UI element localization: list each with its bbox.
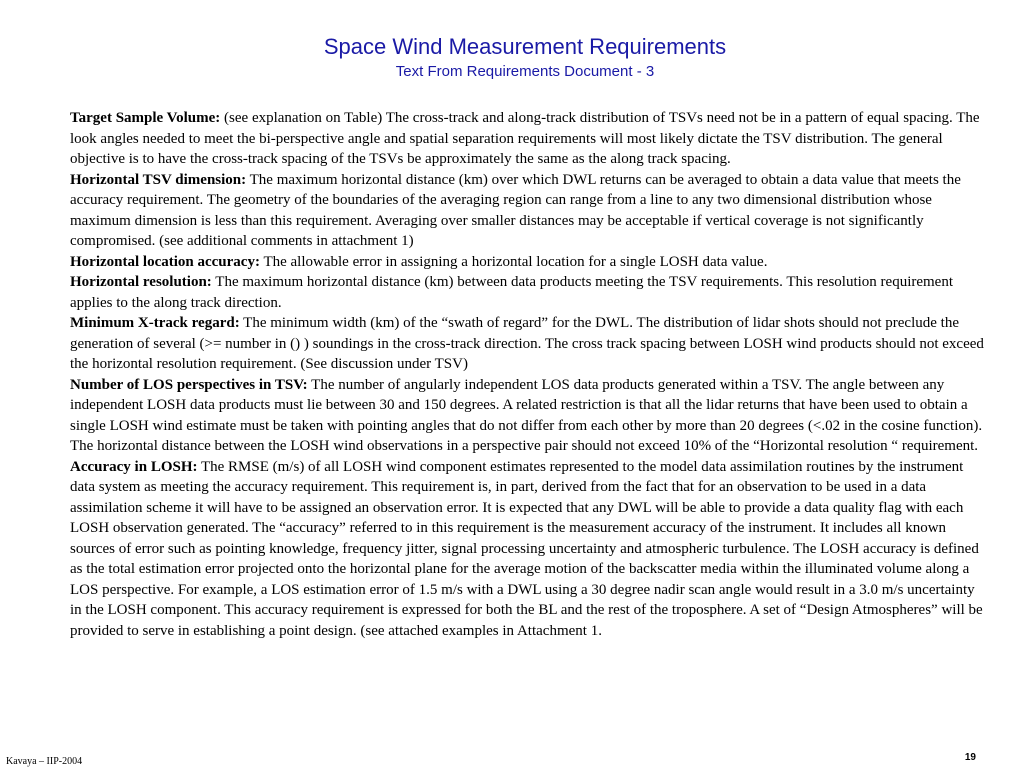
term-label: Horizontal location accuracy: xyxy=(70,253,260,270)
term-definition: The maximum horizontal distance (km) between data products meeting the TSV requirements. This resolution requirement applies to the along track direction. xyxy=(70,274,954,311)
paragraph-target-sample-volume xyxy=(70,108,990,170)
paragraph-horizontal-resolution xyxy=(70,272,990,313)
page-number: 19 xyxy=(964,752,976,763)
term-definition: The number of angularly independent LOS data products generated within a TSV. The angle between any independent LOSH data products must lie between 30 and 150 degrees. A related restriction is that all the lidar returns that have been used to obtain a single LOSH wind estimate must be taken with pointing angles that do not differ from each other by more than 20 degrees (<.02 in the cosine function). The horizontal distance between the LOSH wind observations in a perspective pair should not exceed 10% of the “Horizontal resolution “ requirement. xyxy=(70,376,983,454)
paragraph-minimum-x-track-regard xyxy=(70,313,990,375)
paragraph-number-of-los-perspectives xyxy=(70,375,990,457)
paragraph-accuracy-in-losh xyxy=(70,457,990,642)
term-label: Horizontal resolution: xyxy=(70,274,212,290)
requirements-body xyxy=(70,108,990,641)
slide-title: Space Wind Measurement Requirements xyxy=(323,34,727,59)
term-label: Horizontal TSV dimension: xyxy=(70,171,247,188)
term-label: Accuracy in LOSH: xyxy=(70,458,198,475)
term-definition: The RMSE (m/s) of all LOSH wind component estimates represented to the model data assimilation routines by the instrument data system as meeting the accuracy requirement. This requirement is, in part, derived from the fact that for an observation to be used in a data assimilation scheme it will have to be assigned an observation error. It is expected that any DWL will be able to provide a data quality flag with each LOSH observation generated. The “accuracy” referred to in this requirement is the measurement accuracy of the instrument. It includes all known sources of error such as pointing knowledge, frequency jitter, signal processing uncertainty and atmospheric turbulence. The LOSH accuracy is defined as the total estimation error projected onto the horizontal plane for the average motion of the backscatter media within the illuminated volume along a LOS perspective. For example, a LOS estimation error of 1.5 m/s with a DWL using a 30 degree nadir scan angle would result in a 3.0 m/s uncertainty in the LOSH component. This accuracy requirement is expressed for both the BL and the rest of the troposphere. A set of “Design Atmospheres” will be provided to serve in establishing a point design. (see attached examples in Attachment 1. xyxy=(70,458,983,639)
term-definition: The maximum horizontal distance (km) over which DWL returns can be averaged to obtain a data value that meets the accuracy requirement. The geometry of the boundaries of the averaging region can range from a line to any two dimensional distribution whose maximum dimension is less than this requirement. Averaging over smaller distances may be acceptable if vertical coverage is not significantly compromised. (see additional comments in attachment 1) xyxy=(70,171,961,249)
term-definition: The minimum width (km) of the “swath of regard” for the DWL. The distribution of lidar shots should not preclude the generation of several (>= number in () ) soundings in the cross-track direction. The cross track spacing between LOSH wind products should not exceed the horizontal resolution requirement. (See discussion under TSV) xyxy=(70,315,984,372)
footer-author: Kavaya – IIP-2004 xyxy=(6,756,83,767)
term-label: Minimum X-track regard: xyxy=(70,315,240,331)
paragraph-horizontal-location-accuracy xyxy=(70,252,990,273)
slide-subtitle: Text From Requirements Document - 3 xyxy=(395,63,655,80)
term-label: Target Sample Volume: xyxy=(70,110,221,126)
term-definition: The allowable error in assigning a horizontal location for a single LOSH data value. xyxy=(259,253,768,270)
term-label: Number of LOS perspectives in TSV: xyxy=(70,376,308,393)
term-definition: (see explanation on Table) The cross-track and along-track distribution of TSVs need not be in a pattern of equal spacing. The look angles needed to meet the bi-perspective angle and spatial separation requirements will most likely dictate the TSV distribution. The general objective is to have the cross-track spacing of the TSVs be approximately the same as the along track spacing. xyxy=(70,110,980,167)
paragraph-horizontal-tsv-dimension xyxy=(70,170,990,252)
